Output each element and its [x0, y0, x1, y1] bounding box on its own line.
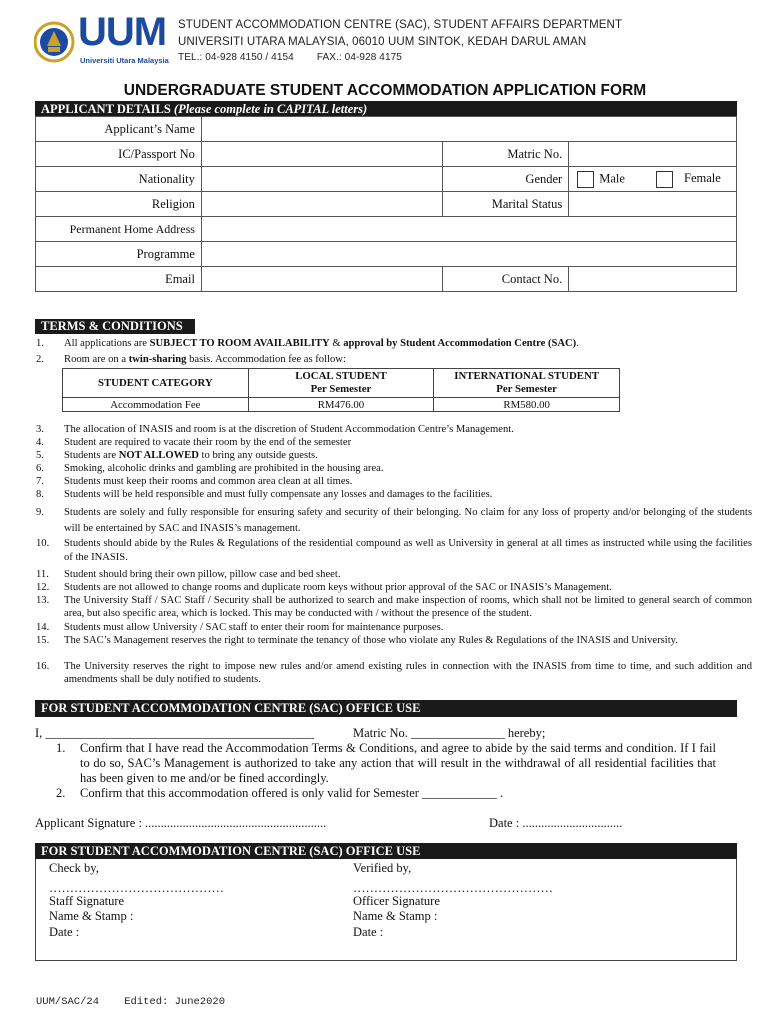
male-checkbox[interactable]: [577, 171, 594, 188]
office-use-bar: FOR STUDENT ACCOMMODATION CENTRE (SAC) OFFICE USE: [35, 843, 737, 859]
gender-options: [569, 167, 737, 192]
email-label: Email: [36, 267, 202, 292]
fee-row-label: Accommodation Fee: [63, 398, 249, 412]
fee-table: [62, 368, 620, 412]
footer-code: UUM/SAC/24 Edited: June2020: [36, 996, 226, 1008]
ic-field[interactable]: [201, 142, 442, 167]
verified-by-label: Verified by,: [353, 861, 412, 875]
header-line-2: UNIVERSITI UTARA MALAYSIA, 06010 UUM SINTOK, KEDAH DARUL AMAN: [178, 36, 587, 48]
programme-field[interactable]: [201, 242, 736, 267]
contact-field[interactable]: [569, 267, 737, 292]
ic-label: IC/Passport No: [36, 142, 202, 167]
form-title: UNDERGRADUATE STUDENT ACCOMMODATION APPLICATION FORM: [123, 82, 647, 99]
matric-field[interactable]: [569, 142, 737, 167]
female-label: Female: [684, 170, 721, 185]
staff-name-stamp: Name & Stamp :: [49, 909, 134, 923]
logo-text: UUM: [78, 10, 167, 54]
declaration-date-line[interactable]: Date : ................................: [489, 816, 623, 830]
female-checkbox[interactable]: [656, 171, 673, 188]
declaration-matric-line[interactable]: Matric No. _______________ hereby;: [353, 726, 546, 740]
fee-local-value: RM476.00: [248, 398, 434, 412]
declaration-name-line[interactable]: I, ___________________________________________: [35, 726, 315, 740]
address-label: Permanent Home Address: [36, 217, 202, 242]
applicant-bar-note: (Please complete in CAPITAL letters): [170, 102, 368, 116]
fee-header-local: LOCAL STUDENT Per Semester: [248, 369, 434, 398]
fee-international-value: RM580.00: [434, 398, 620, 412]
fee-header-international: INTERNATIONAL STUDENT Per Semester: [434, 369, 620, 398]
address-field[interactable]: [201, 217, 736, 242]
header-line-1: STUDENT ACCOMMODATION CENTRE (SAC), STUDENT AFFAIRS DEPARTMENT: [178, 19, 623, 31]
staff-signature-dots[interactable]: ……………………………………: [49, 881, 224, 895]
religion-label: Religion: [36, 192, 202, 217]
gender-label: Gender: [443, 167, 569, 192]
male-label: Male: [599, 170, 625, 185]
officer-signature-label: Officer Signature: [353, 894, 440, 908]
applicant-signature-line[interactable]: Applicant Signature : ..........................................................: [35, 816, 327, 830]
logo-subtitle: Universiti Utara Malaysia: [80, 56, 169, 65]
check-by-label: Check by,: [49, 861, 99, 875]
applicant-name-field[interactable]: [201, 117, 736, 142]
applicant-name-label: Applicant’s Name: [36, 117, 202, 142]
terms-bar: TERMS & CONDITIONS: [35, 319, 195, 334]
marital-label: Marital Status: [443, 192, 569, 217]
religion-field[interactable]: [201, 192, 442, 217]
officer-name-stamp: Name & Stamp :: [353, 909, 438, 923]
marital-field[interactable]: [569, 192, 737, 217]
nationality-label: Nationality: [36, 167, 202, 192]
uum-logo: [34, 10, 184, 74]
email-field[interactable]: [201, 267, 442, 292]
officer-signature-dots[interactable]: …………………………………………: [353, 881, 553, 895]
fee-header-category: STUDENT CATEGORY: [63, 369, 249, 398]
applicant-bar-title: APPLICANT DETAILS: [41, 102, 171, 116]
matric-label: Matric No.: [443, 142, 569, 167]
applicant-details-table: [35, 116, 737, 292]
declaration-bar: FOR STUDENT ACCOMMODATION CENTRE (SAC) OFFICE USE: [35, 700, 737, 717]
staff-signature-label: Staff Signature: [49, 894, 125, 908]
officer-date: Date :: [353, 925, 384, 939]
applicant-details-bar: [35, 101, 737, 117]
programme-label: Programme: [36, 242, 202, 267]
contact-label: Contact No.: [443, 267, 569, 292]
header-line-3: TEL.: 04-928 4150 / 4154 FAX.: 04-928 4175: [178, 52, 402, 63]
nationality-field[interactable]: [201, 167, 442, 192]
staff-date: Date :: [49, 925, 80, 939]
